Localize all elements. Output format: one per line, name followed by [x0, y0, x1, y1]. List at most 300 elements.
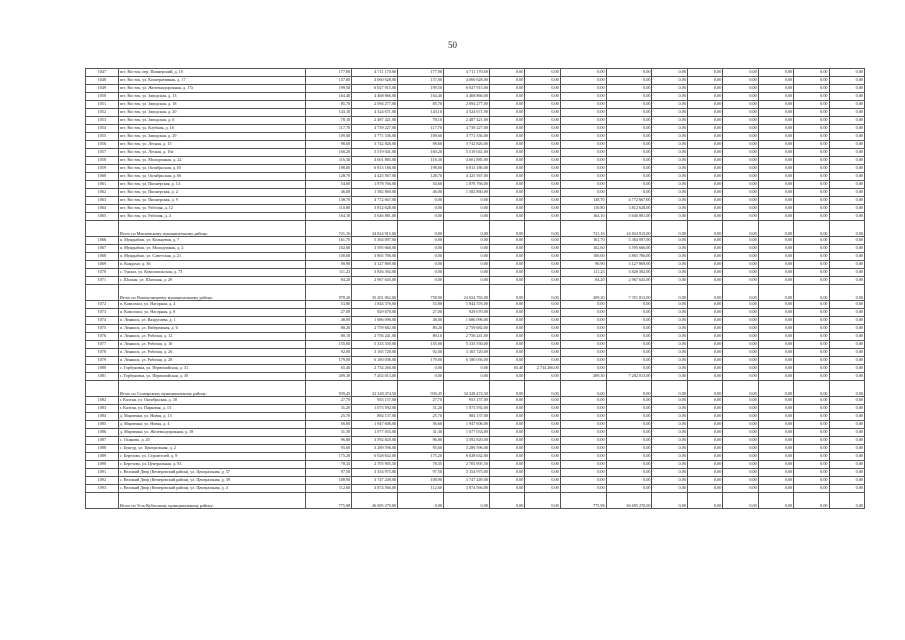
cell-value: 953 157,00 [352, 397, 398, 405]
cell-value: 78,35 [398, 461, 444, 469]
cell-value: 0,00 [489, 469, 524, 477]
row-number: 1061 [86, 181, 119, 189]
cell-value: 0,00 [398, 373, 444, 381]
cell-value: 164,10 [306, 213, 352, 221]
cell-value: 0,00 [525, 397, 560, 405]
total-row [86, 285, 865, 301]
cell-value: 0,00 [829, 373, 865, 381]
cell-value: 0,00 [652, 453, 687, 461]
cell-value: 0,00 [652, 333, 687, 341]
cell-value: 0,00 [794, 157, 829, 165]
cell-value: 0,00 [687, 165, 722, 173]
cell-value: 111,23 [306, 269, 352, 277]
cell-value: 0,00 [687, 221, 722, 237]
cell-value: 0,00 [398, 269, 444, 277]
cell-value: 0,00 [758, 149, 793, 157]
row-number: 1087 [86, 437, 119, 445]
cell-value: 0,00 [652, 221, 687, 237]
table-row [86, 469, 865, 477]
cell-value: 157,00 [398, 77, 444, 85]
cell-value: 0,00 [794, 93, 829, 101]
cell-value: 0,00 [829, 109, 865, 117]
cell-value: 0,00 [525, 325, 560, 333]
cell-value: 0,00 [829, 117, 865, 125]
cell-value: 98,60 [398, 141, 444, 149]
row-number: 1047 [86, 69, 119, 77]
cell-value: 0,00 [443, 261, 489, 269]
cell-value: 0,00 [560, 485, 606, 493]
cell-value: 0,00 [723, 469, 758, 477]
cell-value: 0,00 [723, 69, 758, 77]
cell-value: 0,00 [525, 437, 560, 445]
row-number: 1070 [86, 269, 119, 277]
cell-value: 0,00 [687, 149, 722, 157]
cell-value: 0,00 [525, 141, 560, 149]
cell-value: 2 487 421,00 [352, 117, 398, 125]
row-address: пгт. Восток, ул. Заводская, д. 29 [118, 133, 306, 141]
cell-value: 0,00 [687, 309, 722, 317]
cell-value: 929 670,00 [352, 309, 398, 317]
row-number: 1059 [86, 165, 119, 173]
cell-value: 0,00 [489, 333, 524, 341]
cell-value: 48,00 [306, 317, 352, 325]
cell-value: 0,00 [489, 69, 524, 77]
cell-value: 0,00 [687, 477, 722, 485]
cell-value: 0,00 [443, 237, 489, 245]
cell-value: 0,00 [829, 357, 865, 365]
cell-value: 0,00 [829, 77, 865, 85]
table-row [86, 421, 865, 429]
cell-value: 0,00 [606, 309, 652, 317]
cell-value: 0,00 [606, 69, 652, 77]
cell-value: 0,00 [829, 189, 865, 197]
cell-value: 0,00 [443, 269, 489, 277]
cell-value: 0,00 [794, 301, 829, 309]
cell-value: 56,60 [306, 421, 352, 429]
cell-value: 0,00 [758, 317, 793, 325]
cell-value: 98,60 [306, 141, 352, 149]
cell-value: 953 157,00 [443, 397, 489, 405]
cell-value: 0,00 [758, 445, 793, 453]
cell-value: 0,00 [560, 325, 606, 333]
table-body [86, 69, 865, 509]
cell-value: 0,00 [829, 317, 865, 325]
row-address: п. Ленинск, ул. Вахрушева, д. 1 [118, 317, 306, 325]
cell-value: 0,00 [560, 461, 606, 469]
cell-value: 46,00 [398, 189, 444, 197]
cell-value: 0,00 [794, 421, 829, 429]
cell-value: 0,00 [723, 197, 758, 205]
cell-value: 1 878 766,00 [352, 181, 398, 189]
cell-value: 0,00 [687, 269, 722, 277]
cell-value: 0,00 [560, 309, 606, 317]
cell-value: 0,00 [794, 133, 829, 141]
cell-value: 138,70 [560, 197, 606, 205]
cell-value: 0,00 [829, 253, 865, 261]
cell-value: 175,20 [398, 453, 444, 461]
cell-value: 0,00 [723, 301, 758, 309]
cell-value: 4 711 170,60 [352, 69, 398, 77]
cell-value: 164,40 [306, 93, 352, 101]
cell-value: 24 824 915,00 [606, 221, 652, 237]
cell-value: 0,00 [489, 485, 524, 493]
cell-value: 0,00 [489, 125, 524, 133]
cell-value: 0,00 [758, 333, 793, 341]
table-row [86, 461, 865, 469]
cell-value: 0,00 [687, 357, 722, 365]
cell-value: 0,00 [525, 461, 560, 469]
cell-value: 3 874 566,00 [443, 485, 489, 493]
cell-value: 0,00 [606, 341, 652, 349]
row-address: п. Мундыбаш, ул. Советская, д. 21 [118, 253, 306, 261]
row-address: пгт. Восток, ул. Заводская, д. 13 [118, 93, 306, 101]
table-row [86, 237, 865, 245]
cell-value: 198,00 [306, 165, 352, 173]
cell-value: 0,00 [489, 381, 524, 397]
cell-value: 0,00 [829, 221, 865, 237]
row-address: д. Марченки, ул. Железнодорожная, д. 18 [118, 429, 306, 437]
cell-value: 3 771 336,00 [352, 133, 398, 141]
cell-value: 0,00 [687, 141, 722, 149]
cell-value: 0,00 [652, 349, 687, 357]
table-row [86, 317, 865, 325]
row-address: п. Комсомол, ул. Нагорная, д. 4 [118, 301, 306, 309]
row-number: 1063 [86, 197, 119, 205]
cell-value: 0,00 [525, 317, 560, 325]
cell-value: 0,00 [758, 213, 793, 221]
row-address: пгт. Восток, ул. Рабочая, д. 12 [118, 205, 306, 213]
cell-value: 0,00 [829, 397, 865, 405]
cell-value: 0,00 [525, 157, 560, 165]
cell-value: 209,30 [306, 373, 352, 381]
cell-value: 0,00 [443, 373, 489, 381]
cell-value: 0,00 [652, 493, 687, 509]
cell-value: 2 967 645,00 [606, 277, 652, 285]
row-address: пгт. Восток, ул. Молодежная, д. 22 [118, 157, 306, 165]
cell-value: 0,00 [560, 413, 606, 421]
cell-value: 155,00 [306, 341, 352, 349]
cell-value: 0,00 [398, 277, 444, 285]
cell-value: 5 646 881,00 [352, 213, 398, 221]
cell-value: 0,00 [687, 205, 722, 213]
cell-value: 0,00 [652, 429, 687, 437]
cell-value: 0,00 [525, 485, 560, 493]
cell-value: 0,00 [560, 173, 606, 181]
cell-value: 97,50 [398, 469, 444, 477]
cell-value: 0,00 [652, 357, 687, 365]
row-address: с. Березово, ул. Строителей, д. 9 [118, 453, 306, 461]
cell-value: 85,70 [398, 101, 444, 109]
cell-value: 0,00 [687, 85, 722, 93]
row-address: Итого по Мысковскому муниципальному району: [118, 221, 306, 237]
cell-value: 0,00 [829, 477, 865, 485]
cell-value: 0,00 [723, 365, 758, 373]
table-row [86, 325, 865, 333]
table-row [86, 309, 865, 317]
cell-value: 0,00 [794, 309, 829, 317]
cell-value: 3 354 975,00 [443, 469, 489, 477]
cell-value: 0,00 [489, 477, 524, 485]
cell-value: 78,35 [306, 461, 352, 469]
cell-value: 0,00 [758, 165, 793, 173]
cell-value: 0,00 [560, 405, 606, 413]
cell-value: 179,00 [398, 357, 444, 365]
cell-value: 6 813 186,00 [443, 165, 489, 173]
cell-value: 31,20 [306, 405, 352, 413]
cell-value: 0,00 [723, 381, 758, 397]
cell-value: 0,00 [398, 365, 444, 373]
cell-value: 0,00 [489, 445, 524, 453]
row-number: 1083 [86, 405, 119, 413]
cell-value: 0,00 [525, 277, 560, 285]
table-row [86, 405, 865, 413]
row-number: 1079 [86, 357, 119, 365]
cell-value: 0,00 [560, 357, 606, 365]
cell-value: 1 686 096,00 [443, 317, 489, 325]
table-row [86, 117, 865, 125]
cell-value: 0,00 [652, 165, 687, 173]
cell-value: 0,00 [723, 133, 758, 141]
cell-value: 92,00 [306, 349, 352, 357]
cell-value: 0,00 [794, 397, 829, 405]
cell-value: 4 772 667,00 [606, 197, 652, 205]
cell-value: 6 028 632,00 [352, 453, 398, 461]
cell-value: 164,40 [398, 93, 444, 101]
cell-value: 0,00 [687, 405, 722, 413]
cell-value: 0,00 [525, 245, 560, 253]
table-row [86, 413, 865, 421]
row-address: Итого по Салаирскому муниципальному району: [118, 381, 306, 397]
cell-value: 54,60 [306, 181, 352, 189]
cell-value: 5 333 550,00 [352, 341, 398, 349]
cell-value: 2 759 682,00 [352, 325, 398, 333]
row-number: 1090 [86, 461, 119, 469]
row-number: 1065 [86, 213, 119, 221]
cell-value: 0,00 [687, 133, 722, 141]
cell-value: 0,00 [652, 253, 687, 261]
cell-value: 0,00 [652, 101, 687, 109]
cell-value: 0,00 [489, 349, 524, 357]
cell-value: 0,00 [723, 205, 758, 213]
cell-value: 0,00 [687, 253, 722, 261]
cell-value: 939,45 [306, 381, 352, 397]
cell-value: 0,00 [606, 405, 652, 413]
cell-value: 0,00 [525, 93, 560, 101]
cell-value: 0,00 [758, 245, 793, 253]
cell-value: 0,00 [652, 477, 687, 485]
cell-value: 0,00 [687, 237, 722, 245]
cell-value: 0,00 [758, 261, 793, 269]
cell-value: 0,00 [560, 69, 606, 77]
cell-value: 0,00 [489, 165, 524, 173]
table-row [86, 165, 865, 173]
cell-value: 0,00 [829, 437, 865, 445]
cell-value: 0,00 [489, 373, 524, 381]
cell-value: 0,00 [794, 477, 829, 485]
table-row [86, 133, 865, 141]
cell-value: 0,00 [489, 77, 524, 85]
cell-value: 0,00 [606, 381, 652, 397]
row-address: с. Березово, ул. Центральная, д. 83 [118, 461, 306, 469]
table-row [86, 253, 865, 261]
cell-value: 0,00 [794, 357, 829, 365]
table-row [86, 101, 865, 109]
cell-value: 0,00 [489, 269, 524, 277]
cell-value: 111,23 [560, 269, 606, 277]
cell-value: 0,00 [758, 309, 793, 317]
cell-value: 0,00 [489, 341, 524, 349]
row-number: 1053 [86, 117, 119, 125]
cell-value: 0,00 [398, 221, 444, 237]
cell-value: 0,00 [489, 253, 524, 261]
cell-value: 0,00 [606, 165, 652, 173]
row-address: с. Великий Двор (Кемеровский район), ул. Центральная, д. 4 [118, 485, 306, 493]
cell-value: 0,00 [525, 477, 560, 485]
cell-value: 0,00 [560, 157, 606, 165]
cell-value: 0,00 [489, 437, 524, 445]
cell-value: 0,00 [723, 165, 758, 173]
cell-value: 1 947 606,00 [352, 421, 398, 429]
cell-value: 0,00 [794, 69, 829, 77]
cell-value: 0,00 [606, 357, 652, 365]
cell-value: 0,00 [829, 181, 865, 189]
cell-value: 0,00 [723, 413, 758, 421]
cell-value: 0,00 [794, 269, 829, 277]
cell-value: 4 524 671,00 [443, 109, 489, 117]
cell-value: 0,00 [829, 237, 865, 245]
cell-value: 0,00 [723, 493, 758, 509]
cell-value: 0,00 [794, 469, 829, 477]
cell-value: 0,00 [652, 301, 687, 309]
row-address: д. Марченки, ул. Новая, д. 4 [118, 421, 306, 429]
cell-value: 1 582 860,00 [443, 189, 489, 197]
cell-value: 0,00 [687, 277, 722, 285]
row-address: с. Великий Двор (Кемеровский район), ул. Центральная, д. 39 [118, 477, 306, 485]
cell-value: 31,20 [398, 405, 444, 413]
cell-value: 1 073 592,00 [352, 405, 398, 413]
row-address: с. Горбуновка, ул. Первомайская, д. 31 [118, 365, 306, 373]
cell-value: 0,00 [794, 461, 829, 469]
cell-value: 80,10 [398, 333, 444, 341]
cell-value: 0,00 [723, 189, 758, 197]
cell-value: 884 137,00 [352, 413, 398, 421]
cell-value: 0,00 [652, 189, 687, 197]
table-row [86, 149, 865, 157]
cell-value: 0,00 [443, 493, 489, 509]
row-address: г. Калтан, ул. Парковая, д. 13 [118, 405, 306, 413]
cell-value: 6 180 036,00 [443, 357, 489, 365]
cell-value: 0,00 [723, 157, 758, 165]
cell-value: 0,00 [758, 221, 793, 237]
cell-value: 721,16 [560, 221, 606, 237]
cell-value: 0,00 [829, 333, 865, 341]
table-row [86, 77, 865, 85]
cell-value: 78,10 [398, 117, 444, 125]
cell-value: 0,00 [687, 285, 722, 301]
cell-value: 0,00 [489, 141, 524, 149]
cell-value: 0,00 [560, 101, 606, 109]
row-number: 1068 [86, 253, 119, 261]
table-row [86, 109, 865, 117]
cell-value: 0,00 [829, 205, 865, 213]
cell-value: 0,00 [652, 469, 687, 477]
cell-value: 0,00 [525, 381, 560, 397]
cell-value: 0,00 [758, 381, 793, 397]
cell-value: 0,00 [560, 165, 606, 173]
cell-value: 0,00 [652, 485, 687, 493]
cell-value: 0,00 [560, 453, 606, 461]
cell-value: 0,00 [723, 173, 758, 181]
row-number [86, 285, 119, 301]
cell-value: 0,00 [606, 333, 652, 341]
table-row [86, 453, 865, 461]
row-number: 1062 [86, 189, 119, 197]
cell-value: 0,00 [606, 189, 652, 197]
cell-value: 24 824 915,00 [352, 221, 398, 237]
cell-value: 0,00 [525, 181, 560, 189]
cell-value: 0,00 [758, 461, 793, 469]
cell-value: 0,00 [489, 261, 524, 269]
cell-value: 0,00 [687, 317, 722, 325]
row-number: 1086 [86, 429, 119, 437]
cell-value: 0,00 [758, 69, 793, 77]
cell-value: 199,50 [398, 85, 444, 93]
cell-value: 0,00 [794, 181, 829, 189]
cell-value: 0,00 [606, 85, 652, 93]
cell-value: 0,00 [829, 85, 865, 93]
cell-value: 0,00 [794, 205, 829, 213]
cell-value: 108,90 [306, 477, 352, 485]
cell-value: 0,00 [525, 117, 560, 125]
row-address: п. Мундыбаш, ул. Кольцевая, д. 7 [118, 237, 306, 245]
cell-value: 5 519 041,00 [352, 149, 398, 157]
cell-value: 0,00 [652, 109, 687, 117]
cell-value: 0,00 [723, 357, 758, 365]
cell-value: 0,00 [606, 477, 652, 485]
cell-value: 0,00 [398, 197, 444, 205]
cell-value: 0,00 [489, 277, 524, 285]
row-number: 1050 [86, 93, 119, 101]
cell-value: 0,00 [525, 357, 560, 365]
cell-value: 128,70 [306, 173, 352, 181]
cell-value: 6 027 915,00 [352, 85, 398, 93]
table-row [86, 157, 865, 165]
cell-value: 0,00 [687, 93, 722, 101]
cell-value: 0,00 [687, 301, 722, 309]
cell-value: 0,00 [652, 277, 687, 285]
cell-value: 78,10 [306, 117, 352, 125]
cell-value: 0,00 [398, 205, 444, 213]
cell-value: 0,00 [794, 413, 829, 421]
cell-value: 0,00 [489, 493, 524, 509]
cell-value: 128,70 [398, 173, 444, 181]
cell-value: 0,00 [560, 437, 606, 445]
page-number: 50 [448, 40, 457, 50]
cell-value: 0,00 [489, 285, 524, 301]
cell-value: 0,00 [723, 269, 758, 277]
cell-value: 0,00 [829, 149, 865, 157]
cell-value: 0,00 [758, 109, 793, 117]
cell-value: 0,00 [829, 157, 865, 165]
cell-value: 116,30 [306, 157, 352, 165]
cell-value: 978,20 [306, 285, 352, 301]
cell-value: 0,00 [758, 341, 793, 349]
cell-value: 0,00 [758, 477, 793, 485]
cell-value: 85,70 [306, 101, 352, 109]
cell-value: 0,00 [652, 381, 687, 397]
cell-value: 0,00 [829, 133, 865, 141]
cell-value: 4 060 628,00 [352, 77, 398, 85]
